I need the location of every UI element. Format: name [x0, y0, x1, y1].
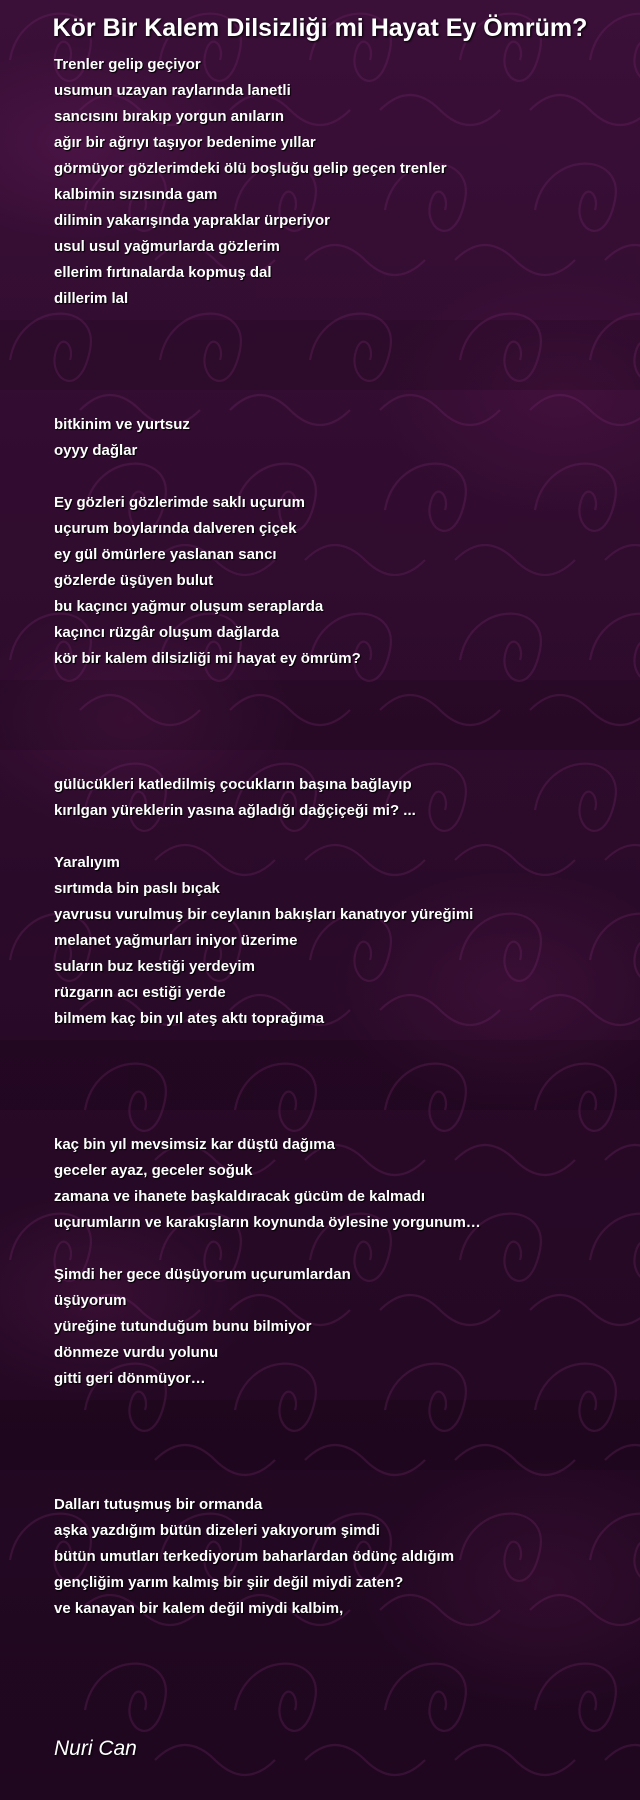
ornament-curl	[155, 1745, 275, 1775]
poem-line: gözlerde üşüyen bulut	[54, 572, 214, 589]
stanza-gap	[54, 1236, 624, 1262]
ornament-curl	[305, 1745, 425, 1775]
poem-line: dönmeze vurdu yolunu	[54, 1344, 219, 1361]
poem-line: gülücükleri katledilmiş çocukların başına bağlayıp	[54, 776, 412, 793]
poem-line: Ey gözleri gözlerimde saklı uçurum	[54, 494, 305, 511]
ornament-curl	[455, 1745, 575, 1775]
stanza-gap	[54, 464, 624, 490]
poem-author: Nuri Can	[54, 1737, 137, 1760]
ornament-curl	[605, 1745, 640, 1775]
poem-line: kırılgan yüreklerin yasına ağladığı dağçiçeği mi? ...	[54, 802, 416, 819]
stanza-gap	[54, 824, 624, 850]
poem-line: ağır bir ağrıyı taşıyor bedenime yıllar	[54, 134, 316, 151]
poem-line: ve kanayan bir kalem değil miydi kalbim,	[54, 1600, 344, 1617]
poem-line: gençliğim yarım kalmış bir şiir değil miydi zaten?	[54, 1574, 404, 1591]
poem-line: sırtımda bin paslı bıçak	[54, 880, 220, 897]
poem-line: Yaralıyım	[54, 854, 120, 871]
poem-line: usul usul yağmurlarda gözlerim	[54, 238, 280, 255]
poem-line: görmüyor gözlerimdeki ölü boşluğu gelip geçen trenler	[54, 160, 447, 177]
poem-line: ey gül ömürlere yaslanan sancı	[54, 546, 277, 563]
poem-line: dilimin yakarışında yapraklar ürperiyor	[54, 212, 330, 229]
poem-line: gitti geri dönmüyor…	[54, 1370, 206, 1387]
poem-line: kalbimin sızısında gam	[54, 186, 218, 203]
poem-line: rüzgarın acı estiği yerde	[54, 984, 226, 1001]
poem-stanza	[54, 850, 624, 1032]
ornament-swirl	[85, 1664, 166, 1731]
poem-stanza	[54, 1262, 624, 1392]
poem-line: Dalları tutuşmuş bir ormanda	[54, 1496, 263, 1513]
poem-line: yavrusu vurulmuş bir ceylanın bakışları kanatıyor yüreğimi	[54, 906, 474, 923]
poem-line: sancısını bırakıp yorgun anıların	[54, 108, 285, 125]
ornament-swirl	[385, 1664, 466, 1731]
poem-line: kaçıncı rüzgâr oluşum dağlarda	[54, 624, 280, 641]
poem-line: suların buz kestiği yerdeyim	[54, 958, 255, 975]
poem-line: üşüyorum	[54, 1292, 127, 1309]
poem-line: bütün umutları terkediyorum baharlardan ödünç aldığım	[54, 1548, 455, 1565]
poem-line: dillerim lal	[54, 290, 129, 307]
poem-line: oyyy dağlar	[54, 442, 138, 459]
poem-line: uçurumların ve karakışların koynunda öylesine yorgunum…	[54, 1214, 481, 1231]
poem-line: bitkinim ve yurtsuz	[54, 416, 190, 433]
poem-line: Şimdi her gece düşüyorum uçurumlardan	[54, 1266, 351, 1283]
poem-title: Kör Bir Kalem Dilsizliği mi Hayat Ey Ömrüm?	[52, 14, 588, 42]
stanza-gap	[54, 312, 624, 412]
ornament-swirl	[235, 1664, 316, 1731]
poem-stanza	[54, 490, 624, 672]
ornament-swirl	[535, 1664, 616, 1731]
poem-line: uçurum boylarında dalveren çiçek	[54, 520, 297, 537]
poem-line: bu kaçıncı yağmur oluşum seraplarda	[54, 598, 324, 615]
stanza-gap	[54, 1392, 624, 1492]
poem-stanza	[54, 52, 624, 312]
poem-line: kör bir kalem dilsizliği mi hayat ey ömrüm?	[54, 650, 361, 667]
stanza-gap	[54, 1032, 624, 1132]
poem-stanza	[54, 1492, 624, 1622]
poem-line: yüreğine tutunduğum bunu bilmiyor	[54, 1318, 312, 1335]
poem-line: bilmem kaç bin yıl ateş aktı toprağıma	[54, 1010, 325, 1027]
poem-stanza	[54, 412, 624, 464]
stanza-gap	[54, 672, 624, 772]
poem-stanza	[54, 1132, 624, 1236]
poem-line: melanet yağmurları iniyor üzerime	[54, 932, 298, 949]
poem-body	[54, 52, 624, 1622]
poem-line: ellerim fırtınalarda kopmuş dal	[54, 264, 272, 281]
poem-stanza	[54, 772, 624, 824]
poem-line: usumun uzayan raylarında lanetli	[54, 82, 291, 99]
poem-line: geceler ayaz, geceler soğuk	[54, 1162, 253, 1179]
poem-line: kaç bin yıl mevsimsiz kar düştü dağıma	[54, 1136, 335, 1153]
poem-line: aşka yazdığım bütün dizeleri yakıyorum şimdi	[54, 1522, 380, 1539]
poem-line: Trenler gelip geçiyor	[54, 56, 201, 73]
poem-line: zamana ve ihanete başkaldıracak gücüm de kalmadı	[54, 1188, 426, 1205]
